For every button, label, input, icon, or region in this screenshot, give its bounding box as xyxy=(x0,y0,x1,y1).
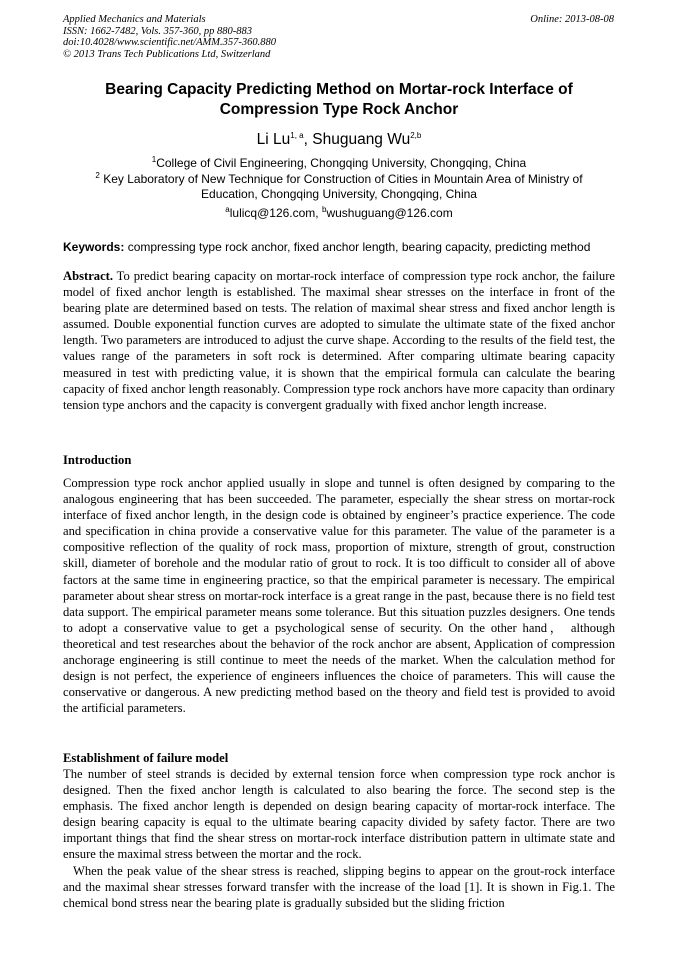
keywords-text: compressing type rock anchor, fixed anchor length, bearing capacity, predicting method xyxy=(124,240,591,254)
introduction-heading: Introduction xyxy=(63,453,132,467)
issn: ISSN: 1662-7482, Vols. 357-360, pp 880-883 xyxy=(63,25,252,37)
author-separator: , xyxy=(303,131,313,148)
establishment-paragraph-1: The number of steel strands is decided by external tension force when compression type rock anchor is designed. Then the fixed anchor length is calculated to also bearing the force. The second step is the emphasis. The fixed anchor length is depended on design bearing capacity of mortar-rock interface. The design bearing capacity is equal to the ultimate bearing capacity divided by safety factor. There are two important things that find the shear stress on mortar-rock interface distribution pattern in ultimate state and ensure the maximal stress between the mortar and the rock. xyxy=(63,767,615,862)
journal-name: Applied Mechanics and Materials xyxy=(63,14,206,25)
author-2-sup: 2,b xyxy=(410,130,422,140)
abstract-text: To predict bearing capacity on mortar-rock interface of compression type rock anchor, the failure model of fixed anchor length is established. The maximal shear stresses on the interface in front of the bearing plate are determined based on tests. The relation of maximal shear stress and fixed anchor length is assumed. Double exponential function curves are adopted to simulate the ultimate state of the fixed anchor length. Two parameters are introduced to adjust the curve shape. According to the results of the field test, the values range of the parameters in soft rock is determined. After comparing ultimate bearing capacity measured in test with predicting value, it is shown that the empirical formula can calculate the bearing capacity of fixed anchor length reasonably. Compression type rock anchors have more capacity than ordinary tension type anchors and the capacity is convergent gradually with fixed anchor length increase. xyxy=(63,269,615,412)
affiliation-2 xyxy=(63,172,615,188)
doi: doi:10.4028/www.scientific.net/AMM.357-360.880 xyxy=(63,37,276,49)
author-1-sup: 1, a xyxy=(290,130,304,140)
abstract xyxy=(63,268,615,413)
authors xyxy=(63,130,615,149)
author-2: Shuguang Wu xyxy=(312,131,411,148)
affiliation-1-sup: 1 xyxy=(151,155,157,164)
establishment-body xyxy=(63,766,615,911)
copyright: © 2013 Trans Tech Publications Ltd, Switzerland xyxy=(63,48,271,60)
affiliation-2-text: Key Laboratory of New Technique for Construction of Cities in Mountain Area of Ministry of xyxy=(99,171,583,186)
affiliation-1-text: College of Civil Engineering, Chongqing University, Chongqing, China xyxy=(156,156,527,170)
paper-title xyxy=(63,80,615,119)
email-a: lulicq@126.com, xyxy=(229,206,322,220)
abstract-label: Abstract. xyxy=(63,269,114,283)
establishment-paragraph-2: When the peak value of the shear stress is reached, slipping begins to appear on the grout-rock interface and the maximal shear stresses forward transfer with the increase of the load [1]. It is shown in Fig.1. The chemical bond stress near the bearing plate is gradually subsided but the sliding friction xyxy=(63,863,615,910)
introduction-body xyxy=(63,475,615,716)
email-a-sup: a xyxy=(225,205,230,214)
author-1: Li Lu xyxy=(256,131,291,148)
title-line-1: Bearing Capacity Predicting Method on Mortar-rock Interface of xyxy=(105,81,573,98)
affiliation-2-sup: 2 xyxy=(95,170,100,180)
email-b: wushuguang@126.com xyxy=(326,206,453,220)
online-date: Online: 2013-08-08 xyxy=(530,14,614,25)
keywords xyxy=(63,240,623,255)
affiliation-2-cont: Education, Chongqing University, Chongqing, China xyxy=(201,187,477,201)
keywords-label: Keywords: xyxy=(63,240,125,254)
introduction-paragraph: Compression type rock anchor applied usually in slope and tunnel is often designed by comparing to the analogous engineering that has been succeeded. The parameter, especially the shear stress on mortar-rock interface of fixed anchor length, in the design code is obtained by engineer’s practice experience. The code and specification in china provide a conservative value for this parameter. The value of the parameter is a compositive reflection of the quality of rock mass, proportion of mixture, strength of grout, construction skill, diameter of borehole and the modular ratio of grout to rock. It is too difficult to consider all of above factors at the same time in engineering practice, so that the empirical parameter is necessary. The empirical parameter about shear stress on mortar-rock interface is a great range in the past, because there is no field test data support. The empirical parameter means some tolerance. But this situation puzzles designers. One tends to adopt a conservative value to get a psychological sense of security. On the other hand， although theoretical and test researches about the behavior of the rock anchor are absent, Application of compression anchorage engineering is still continue to meet the needs of the market. When the calculation method for design is not perfect, the experience of engineers influences the choice of parameters. This will cause the conservative or dangerous. A new predicting method based on the theory and field test is provided to avoid the artificial parameters. xyxy=(63,476,615,716)
author-emails xyxy=(63,206,615,221)
affiliation-1 xyxy=(63,156,615,172)
email-b-sup: b xyxy=(321,205,327,214)
title-line-2: Compression Type Rock Anchor xyxy=(219,100,459,118)
affiliations xyxy=(63,156,615,203)
establishment-heading: Establishment of failure model xyxy=(63,751,229,765)
journal-header xyxy=(63,14,423,60)
